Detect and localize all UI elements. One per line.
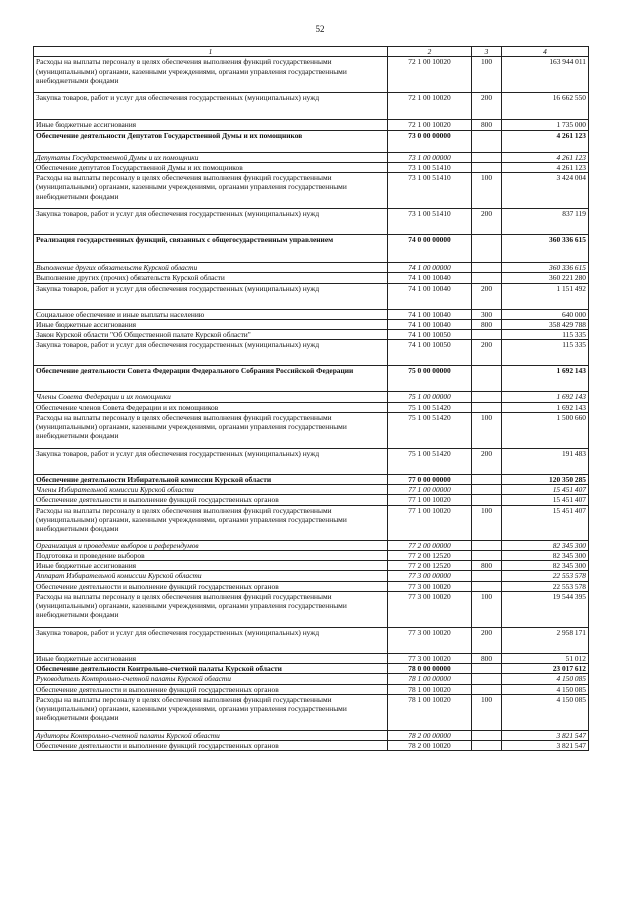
row-name: Выполнение других обязательств Курской области [34, 263, 388, 273]
row-name: Обеспечение деятельности Избирательной комиссии Курской области [34, 474, 388, 484]
row-amount: 1 500 660 [502, 412, 589, 448]
row-amount: 115 335 [502, 330, 589, 340]
row-expense-type: 800 [472, 653, 502, 663]
row-amount: 1 692 143 [502, 402, 589, 412]
row-code: 77 3 00 10020 [388, 653, 472, 663]
table-row [34, 173, 589, 209]
row-expense-type [472, 474, 502, 484]
row-name: Расходы на выплаты персоналу в целях обеспечения выполнения функций государственными (муниципальными) органами, казенными учреждениями, органами управления государственными внебюджетными фондами [34, 173, 388, 209]
row-expense-type [472, 235, 502, 263]
row-expense-type [472, 540, 502, 550]
row-amount: 23 017 612 [502, 664, 589, 674]
table-row [34, 627, 589, 653]
row-expense-type: 100 [472, 591, 502, 627]
row-expense-type [472, 730, 502, 740]
row-amount: 358 429 788 [502, 319, 589, 329]
row-code: 74 1 00 10040 [388, 283, 472, 309]
row-expense-type: 200 [472, 340, 502, 366]
row-code: 77 3 00 00000 [388, 571, 472, 581]
header-col-2: 2 [388, 47, 472, 57]
row-expense-type: 200 [472, 627, 502, 653]
row-amount: 837 119 [502, 209, 589, 235]
table-row [34, 412, 589, 448]
row-code: 73 1 00 51410 [388, 209, 472, 235]
row-expense-type [472, 581, 502, 591]
row-amount: 360 336 615 [502, 235, 589, 263]
row-name: Обеспечение деятельности Депутатов Государственной Думы и их помощников [34, 130, 388, 152]
row-code: 78 1 00 00000 [388, 674, 472, 684]
table-row [34, 540, 589, 550]
row-code: 75 1 00 51420 [388, 402, 472, 412]
table-row [34, 273, 589, 283]
table-row [34, 550, 589, 560]
row-name: Закон Курской области "Об Общественной палате Курской области" [34, 330, 388, 340]
row-expense-type [472, 392, 502, 402]
table-row [34, 93, 589, 120]
table-row [34, 162, 589, 172]
row-code: 75 0 00 00000 [388, 366, 472, 392]
row-code: 72 1 00 10020 [388, 57, 472, 93]
row-amount: 15 451 407 [502, 505, 589, 540]
row-expense-type [472, 664, 502, 674]
row-expense-type [472, 741, 502, 751]
row-expense-type [472, 485, 502, 495]
table-row [34, 495, 589, 505]
row-name: Закупка товаров, работ и услуг для обеспечения государственных (муниципальных) нужд [34, 209, 388, 235]
row-name: Обеспечение деятельности и выполнение функций государственных органов [34, 741, 388, 751]
row-amount: 191 483 [502, 448, 589, 474]
table-row [34, 474, 589, 484]
table-row [34, 57, 589, 93]
row-amount: 4 150 085 [502, 674, 589, 684]
table-row [34, 402, 589, 412]
table-row [34, 152, 589, 162]
row-amount: 1 692 143 [502, 366, 589, 392]
row-code: 77 3 00 10020 [388, 581, 472, 591]
row-code: 73 1 00 51410 [388, 173, 472, 209]
table-row [34, 561, 589, 571]
table-row [34, 730, 589, 740]
table-row [34, 571, 589, 581]
row-code: 78 1 00 10020 [388, 694, 472, 730]
table-row [34, 263, 589, 273]
row-code: 75 1 00 51420 [388, 412, 472, 448]
row-expense-type: 800 [472, 319, 502, 329]
row-name: Расходы на выплаты персоналу в целях обеспечения выполнения функций государственными (муниципальными) органами, казенными учреждениями, органами управления государственными внебюджетными фондами [34, 694, 388, 730]
table-row [34, 120, 589, 130]
row-name: Подготовка и проведение выборов [34, 550, 388, 560]
row-code: 77 2 00 12520 [388, 561, 472, 571]
row-code: 74 1 00 10040 [388, 273, 472, 283]
row-expense-type [472, 263, 502, 273]
row-expense-type [472, 571, 502, 581]
row-expense-type: 100 [472, 57, 502, 93]
row-name: Обеспечение деятельности и выполнение функций государственных органов [34, 581, 388, 591]
row-expense-type [472, 550, 502, 560]
row-amount: 15 451 407 [502, 495, 589, 505]
table-row [34, 283, 589, 309]
row-code: 78 1 00 10020 [388, 684, 472, 694]
row-amount: 82 345 300 [502, 540, 589, 550]
row-code: 77 2 00 00000 [388, 540, 472, 550]
row-amount: 640 000 [502, 309, 589, 319]
row-amount: 51 012 [502, 653, 589, 663]
row-name: Члены Избирательной комиссии Курской области [34, 485, 388, 495]
row-code: 74 1 00 10050 [388, 330, 472, 340]
row-name: Расходы на выплаты персоналу в целях обеспечения выполнения функций государственными (муниципальными) органами, казенными учреждениями, органами управления государственными внебюджетными фондами [34, 591, 388, 627]
header-col-1: 1 [34, 47, 388, 57]
page-number: 52 [315, 24, 325, 34]
row-expense-type [472, 130, 502, 152]
row-code: 75 1 00 51420 [388, 448, 472, 474]
row-amount: 1 151 492 [502, 283, 589, 309]
table-body [34, 57, 589, 751]
row-amount: 360 336 615 [502, 263, 589, 273]
table-row [34, 694, 589, 730]
row-amount: 4 150 085 [502, 684, 589, 694]
row-amount: 19 544 395 [502, 591, 589, 627]
row-expense-type: 200 [472, 93, 502, 120]
row-name: Социальное обеспечение и иные выплаты населению [34, 309, 388, 319]
table-row [34, 319, 589, 329]
row-amount: 4 150 085 [502, 694, 589, 730]
row-code: 77 1 00 10020 [388, 505, 472, 540]
budget-table [33, 46, 589, 751]
row-code: 77 0 00 00000 [388, 474, 472, 484]
row-expense-type: 800 [472, 561, 502, 571]
row-expense-type [472, 162, 502, 172]
row-expense-type: 200 [472, 448, 502, 474]
table-row [34, 741, 589, 751]
row-amount: 360 221 280 [502, 273, 589, 283]
row-amount: 82 345 300 [502, 550, 589, 560]
row-code: 78 0 00 00000 [388, 664, 472, 674]
row-code: 74 1 00 10040 [388, 309, 472, 319]
row-name: Иные бюджетные ассигнования [34, 653, 388, 663]
table-row [34, 653, 589, 663]
row-amount: 2 958 171 [502, 627, 589, 653]
row-amount: 3 821 547 [502, 730, 589, 740]
table-row [34, 330, 589, 340]
row-expense-type: 200 [472, 283, 502, 309]
table-row [34, 309, 589, 319]
row-code: 74 1 00 10040 [388, 319, 472, 329]
row-name: Аудиторы Контрольно-счетной палаты Курской области [34, 730, 388, 740]
row-name: Депутаты Государственной Думы и их помощники [34, 152, 388, 162]
row-name: Обеспечение депутатов Государственной Думы и их помощников [34, 162, 388, 172]
row-code: 74 0 00 00000 [388, 235, 472, 263]
row-name: Закупка товаров, работ и услуг для обеспечения государственных (муниципальных) нужд [34, 93, 388, 120]
row-amount: 3 821 547 [502, 741, 589, 751]
row-amount: 82 345 300 [502, 561, 589, 571]
table-row [34, 235, 589, 263]
row-expense-type [472, 330, 502, 340]
row-name: Закупка товаров, работ и услуг для обеспечения государственных (муниципальных) нужд [34, 448, 388, 474]
row-code: 74 1 00 00000 [388, 263, 472, 273]
row-expense-type [472, 684, 502, 694]
row-code: 73 0 00 00000 [388, 130, 472, 152]
row-amount: 1 735 000 [502, 120, 589, 130]
table-row [34, 366, 589, 392]
row-expense-type [472, 273, 502, 283]
row-expense-type [472, 402, 502, 412]
table-row [34, 581, 589, 591]
row-name: Руководитель Контрольно-счетной палаты Курской области [34, 674, 388, 684]
row-amount: 163 944 011 [502, 57, 589, 93]
table-row [34, 392, 589, 402]
row-expense-type: 100 [472, 173, 502, 209]
row-expense-type [472, 674, 502, 684]
table-row [34, 664, 589, 674]
row-code: 75 1 00 00000 [388, 392, 472, 402]
row-amount: 4 261 123 [502, 152, 589, 162]
row-code: 77 3 00 10020 [388, 627, 472, 653]
row-amount: 22 553 578 [502, 581, 589, 591]
row-name: Обеспечение деятельности и выполнение функций государственных органов [34, 684, 388, 694]
row-expense-type: 100 [472, 412, 502, 448]
row-code: 77 1 00 00000 [388, 485, 472, 495]
row-amount: 120 350 285 [502, 474, 589, 484]
row-amount: 16 662 550 [502, 93, 589, 120]
row-name: Расходы на выплаты персоналу в целях обеспечения выполнения функций государственными (муниципальными) органами, казенными учреждениями, органами управления государственными внебюджетными фондами [34, 412, 388, 448]
row-name: Иные бюджетные ассигнования [34, 319, 388, 329]
table-row [34, 505, 589, 540]
row-amount: 22 553 578 [502, 571, 589, 581]
row-name: Организация и проведение выборов и референдумов [34, 540, 388, 550]
table-row [34, 591, 589, 627]
table-row [34, 340, 589, 366]
table-row [34, 674, 589, 684]
row-amount: 15 451 407 [502, 485, 589, 495]
row-code: 77 3 00 10020 [388, 591, 472, 627]
row-name: Реализация государственных функций, связанных с общегосударственным управлением [34, 235, 388, 263]
table-row [34, 209, 589, 235]
row-code: 73 1 00 00000 [388, 152, 472, 162]
row-name: Закупка товаров, работ и услуг для обеспечения государственных (муниципальных) нужд [34, 340, 388, 366]
table-row [34, 485, 589, 495]
table-row [34, 448, 589, 474]
row-code: 78 2 00 10020 [388, 741, 472, 751]
row-code: 73 1 00 51410 [388, 162, 472, 172]
row-code: 72 1 00 10020 [388, 120, 472, 130]
row-name: Члены Совета Федерации и их помощники [34, 392, 388, 402]
table-header-row [34, 47, 589, 57]
row-amount: 4 261 123 [502, 162, 589, 172]
row-name: Расходы на выплаты персоналу в целях обеспечения выполнения функций государственными (муниципальными) органами, казенными учреждениями, органами управления государственными внебюджетными фондами [34, 57, 388, 93]
row-name: Иные бюджетные ассигнования [34, 120, 388, 130]
header-col-3: 3 [472, 47, 502, 57]
row-expense-type [472, 152, 502, 162]
row-expense-type: 300 [472, 309, 502, 319]
row-amount: 1 692 143 [502, 392, 589, 402]
row-name: Расходы на выплаты персоналу в целях обеспечения выполнения функций государственными (муниципальными) органами, казенными учреждениями, органами управления государственными внебюджетными фондами [34, 505, 388, 540]
row-name: Выполнение других (прочих) обязательств Курской области [34, 273, 388, 283]
row-expense-type [472, 495, 502, 505]
row-name: Закупка товаров, работ и услуг для обеспечения государственных (муниципальных) нужд [34, 283, 388, 309]
row-name: Обеспечение членов Совета Федерации и их помощников [34, 402, 388, 412]
table-row [34, 130, 589, 152]
row-name: Обеспечение деятельности Контрольно-счетной палаты Курской области [34, 664, 388, 674]
row-code: 78 2 00 00000 [388, 730, 472, 740]
row-name: Иные бюджетные ассигнования [34, 561, 388, 571]
row-code: 72 1 00 10020 [388, 93, 472, 120]
row-amount: 4 261 123 [502, 130, 589, 152]
row-expense-type: 100 [472, 694, 502, 730]
row-name: Обеспечение деятельности Совета Федерации Федерального Собрания Российской Федерации [34, 366, 388, 392]
row-name: Аппарат Избирательной комиссии Курской области [34, 571, 388, 581]
row-code: 74 1 00 10050 [388, 340, 472, 366]
row-expense-type [472, 366, 502, 392]
row-code: 77 2 00 12520 [388, 550, 472, 560]
row-expense-type: 100 [472, 505, 502, 540]
row-name: Закупка товаров, работ и услуг для обеспечения государственных (муниципальных) нужд [34, 627, 388, 653]
row-amount: 3 424 004 [502, 173, 589, 209]
table-row [34, 684, 589, 694]
row-code: 77 1 00 10020 [388, 495, 472, 505]
row-amount: 115 335 [502, 340, 589, 366]
row-expense-type: 200 [472, 209, 502, 235]
row-name: Обеспечение деятельности и выполнение функций государственных органов [34, 495, 388, 505]
row-expense-type: 800 [472, 120, 502, 130]
header-col-4: 4 [502, 47, 589, 57]
